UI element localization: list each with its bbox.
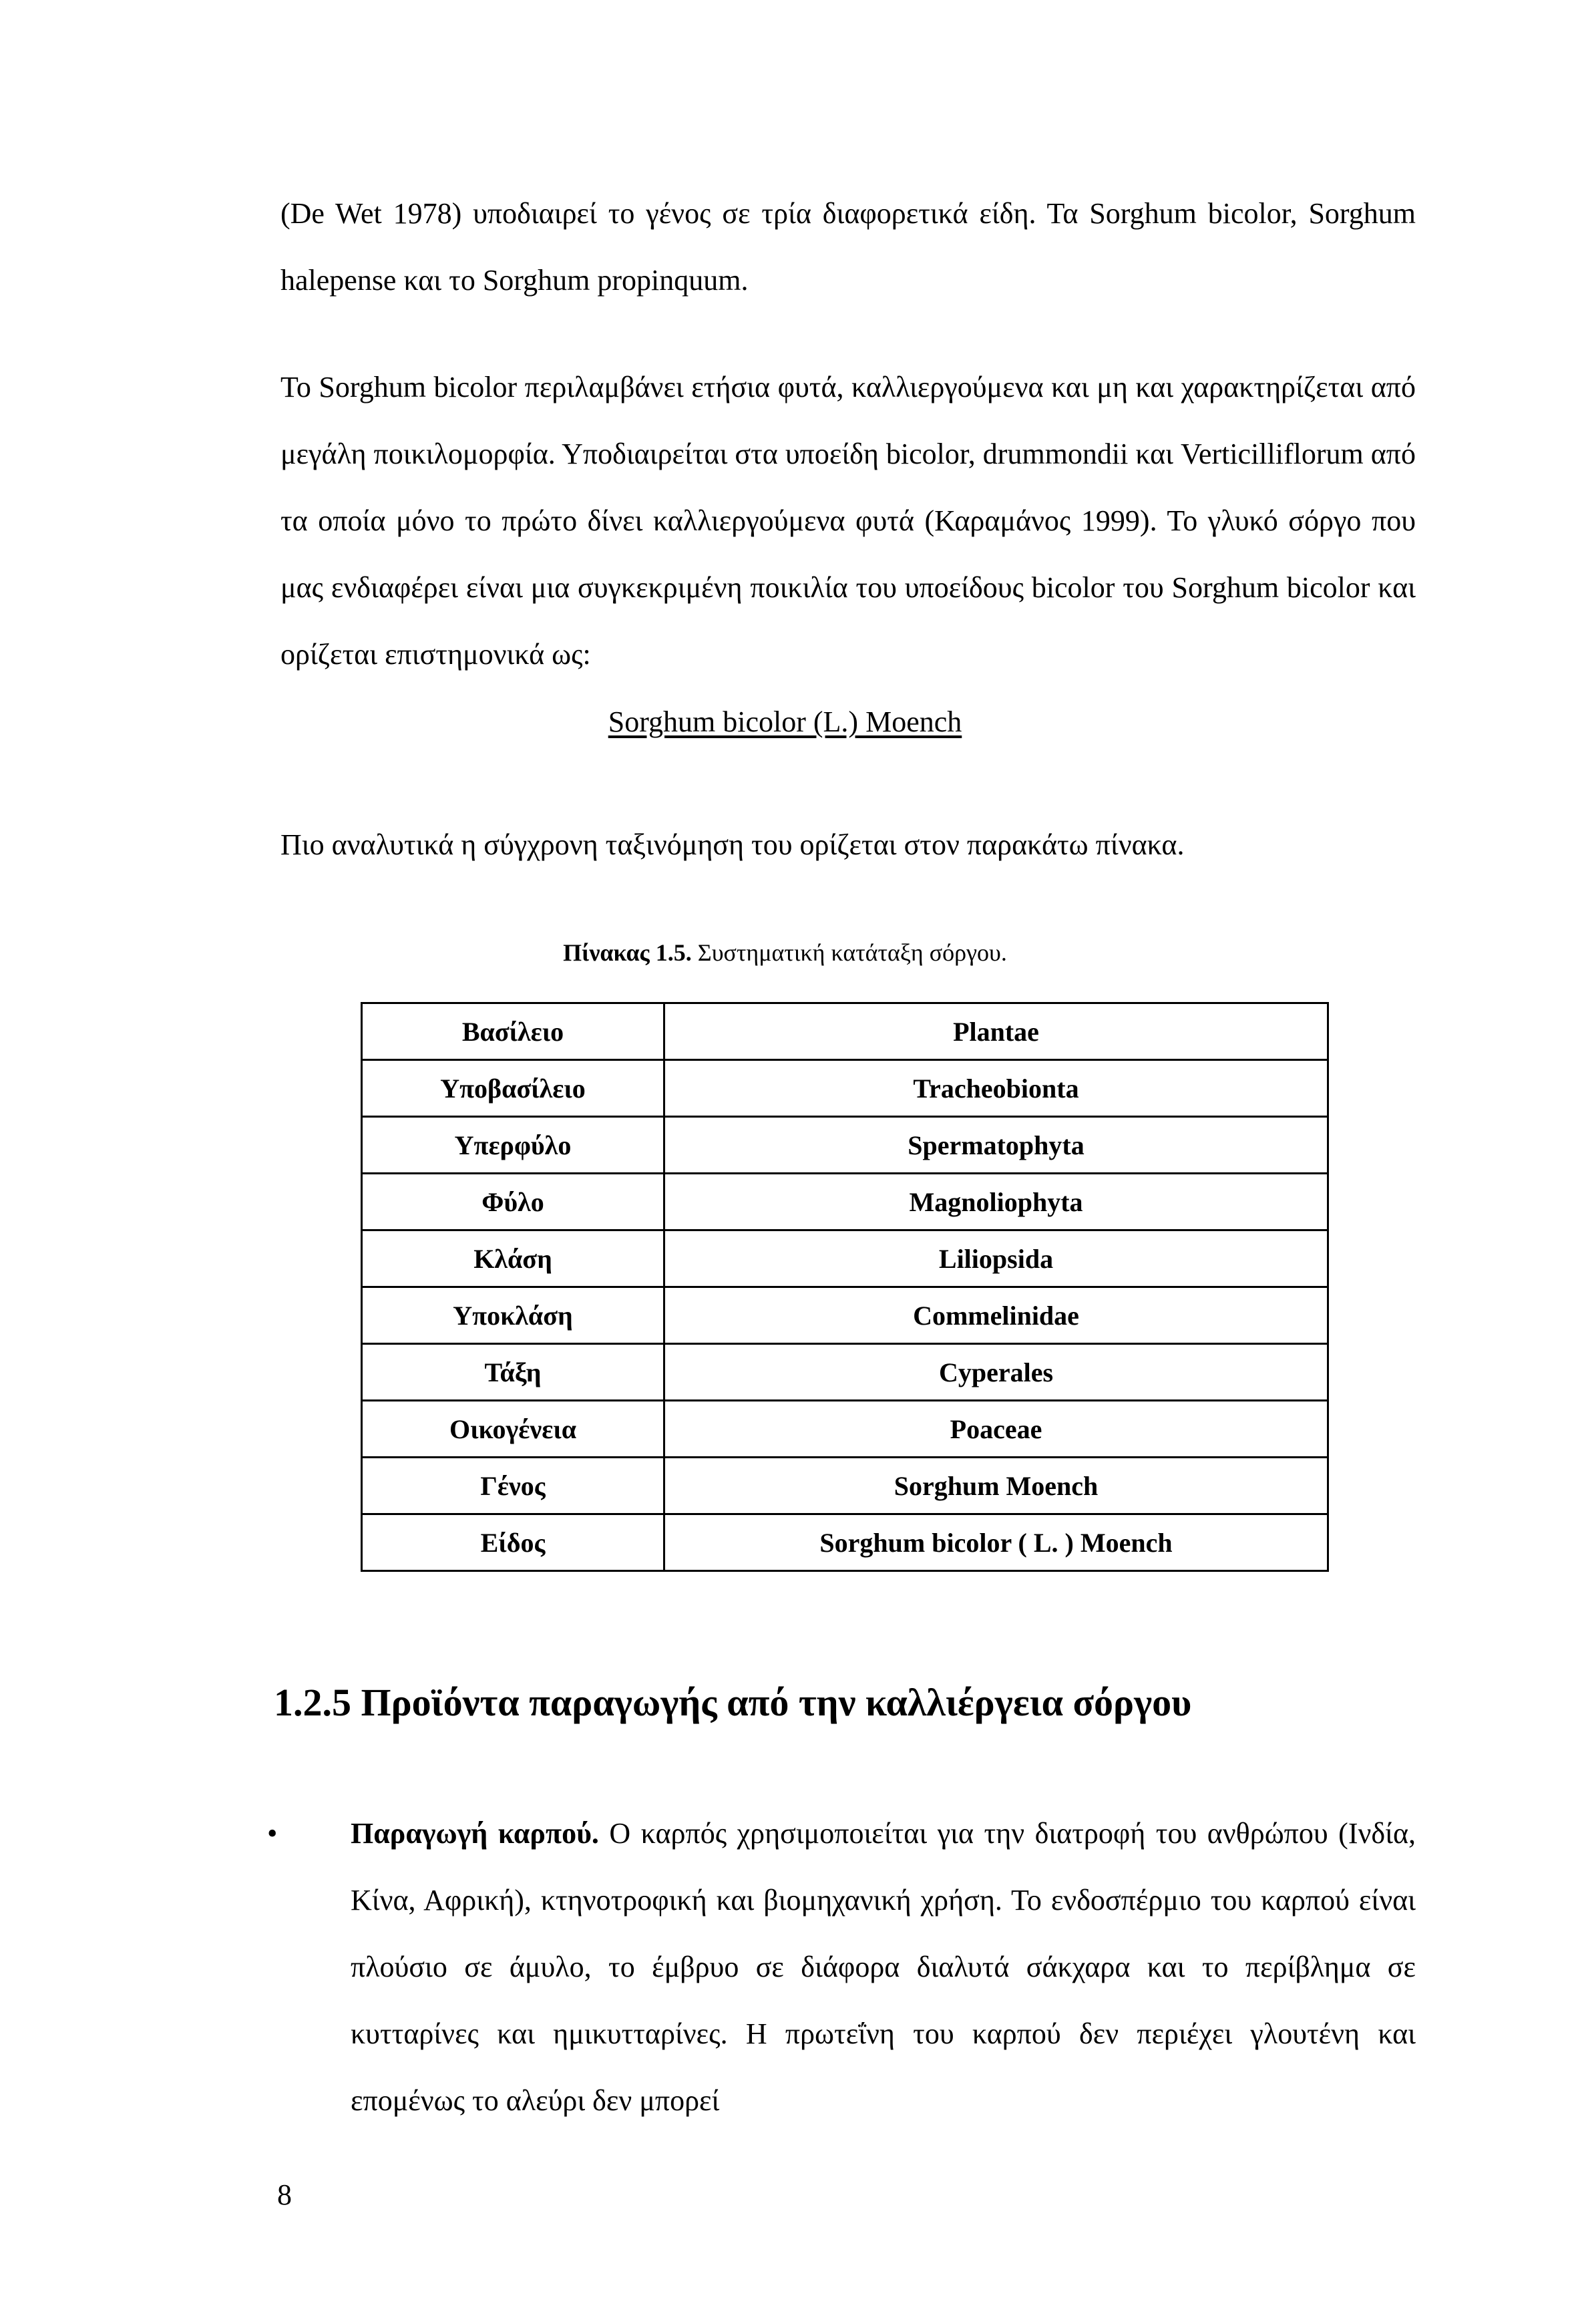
rank-cell: Κλάση xyxy=(362,1230,664,1287)
value-cell: Sorghum Moench xyxy=(664,1458,1328,1514)
value-cell: Cyperales xyxy=(664,1344,1328,1401)
table-row xyxy=(362,1117,1328,1174)
section-heading: 1.2.5 Προϊόντα παραγωγής από την καλλιέργεια σόργου xyxy=(274,1681,1192,1724)
bullet-text xyxy=(351,1800,1416,2134)
table-row xyxy=(362,1344,1328,1401)
paragraph-taxonomy-intro: Πιο αναλυτικά η σύγχρονη ταξινόμηση του ορίζεται στον παρακάτω πίνακα. xyxy=(280,828,1185,861)
value-cell: Tracheobionta xyxy=(664,1060,1328,1117)
rank-cell: Φύλο xyxy=(362,1174,664,1230)
rank-cell: Υποκλάση xyxy=(362,1287,664,1344)
table-caption-text: Συστηματική κατάταξη σόργου. xyxy=(691,939,1007,966)
value-cell: Liliopsida xyxy=(664,1230,1328,1287)
value-cell: Plantae xyxy=(664,1003,1328,1060)
table-row xyxy=(362,1287,1328,1344)
rank-cell: Γένος xyxy=(362,1458,664,1514)
rank-cell: Υπερφύλο xyxy=(362,1117,664,1174)
bullet-body: Ο καρπός χρησιμοποιείται για την διατροφή του ανθρώπου (Ινδία, Κίνα, Αφρική), κτηνοτροφική και βιομηχανική χρήση. Το ενδοσπέρμιο του καρπού είναι πλούσιο σε άμυλο, το έμβρυο σε διάφορα διαλυτά σάκχαρα και το περίβλημα σε κυτταρίνες και ημικυτταρίνες. Η πρωτεΐνη του καρπού δεν περιέχει γλουτένη και επομένως το αλεύρι δεν μπορεί xyxy=(351,1817,1416,2117)
value-cell: Spermatophyta xyxy=(664,1117,1328,1174)
table-row xyxy=(362,1174,1328,1230)
rank-cell: Είδος xyxy=(362,1514,664,1571)
paragraph-intro: (De Wet 1978) υποδιαιρεί το γένος σε τρία διαφορετικά είδη. Τα Sorghum bicolor, Sorghum halepense και το Sorghum propinquum. xyxy=(280,197,1416,297)
table-row xyxy=(362,1230,1328,1287)
page-number: 8 xyxy=(277,2178,292,2211)
rank-cell: Βασίλειο xyxy=(362,1003,664,1060)
table-row xyxy=(362,1401,1328,1458)
table-row xyxy=(362,1003,1328,1060)
rank-cell: Τάξη xyxy=(362,1344,664,1401)
taxonomy-table xyxy=(361,1002,1329,1572)
table-caption-label: Πίνακας 1.5. xyxy=(563,939,692,966)
value-cell: Commelinidae xyxy=(664,1287,1328,1344)
paragraph-sorghum-bicolor: Το Sorghum bicolor περιλαμβάνει ετήσια φυτά, καλλιεργούμενα και μη και χαρακτηρίζεται από μεγάλη ποικιλομορφία. Υποδιαιρείται στα υποείδη bicolor, drummondii και Verticilliflorum από τα οποία μόνο το πρώτο δίνει καλλιεργούμενα φυτά (Καραμάνος 1999). Το γλυκό σόργο που μας ενδιαφέρει είναι μια συγκεκριμένη ποικιλία του υποείδους bicolor του Sorghum bicolor και ορίζεται επιστημονικά ως: xyxy=(280,371,1416,671)
bullet-marker: • xyxy=(267,1817,278,1850)
table-row xyxy=(362,1514,1328,1571)
value-cell: Poaceae xyxy=(664,1401,1328,1458)
value-cell: Sorghum bicolor ( L. ) Moench xyxy=(664,1514,1328,1571)
value-cell: Magnoliophyta xyxy=(664,1174,1328,1230)
scientific-name: Sorghum bicolor (L.) Moench xyxy=(608,705,962,738)
bullet-lead: Παραγωγή καρπού. xyxy=(351,1817,599,1850)
table-caption xyxy=(0,939,1570,967)
rank-cell: Οικογένεια xyxy=(362,1401,664,1458)
table-row xyxy=(362,1060,1328,1117)
rank-cell: Υποβασίλειο xyxy=(362,1060,664,1117)
table-row xyxy=(362,1458,1328,1514)
